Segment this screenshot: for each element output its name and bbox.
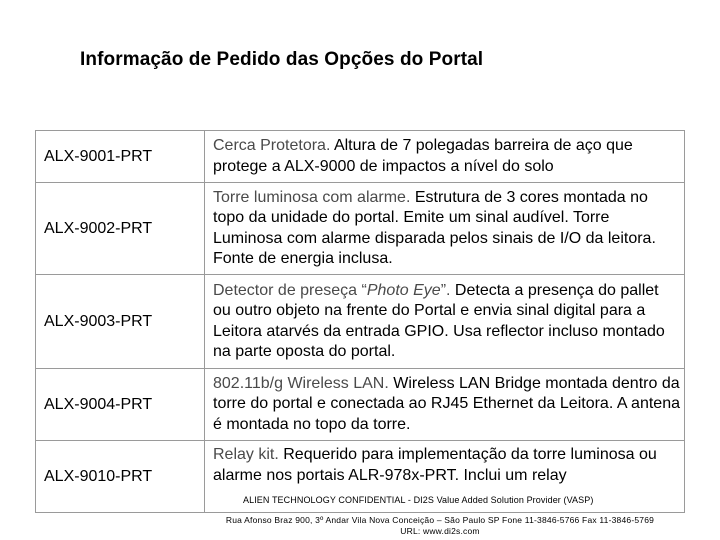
- table-row: [36, 275, 685, 369]
- footer-url: URL: www.di2s.com: [400, 526, 480, 536]
- option-description: [205, 369, 685, 441]
- option-name: [213, 282, 450, 299]
- options-table: [35, 130, 685, 513]
- option-name: Torre luminosa com alarme.: [213, 188, 411, 206]
- part-number: ALX-9003-PRT: [36, 275, 205, 369]
- option-name-suffix: ”.: [440, 281, 451, 299]
- page-title: Informação de Pedido das Opções do Portal: [80, 49, 484, 70]
- option-name: 802.11b/g Wireless LAN.: [213, 374, 389, 392]
- part-number: ALX-9002-PRT: [36, 183, 205, 275]
- option-description: [205, 275, 685, 369]
- option-description: [205, 183, 685, 275]
- table-row: [36, 131, 685, 183]
- part-number: ALX-9010-PRT: [36, 441, 205, 513]
- footer-address: Rua Afonso Braz 900, 3º Andar Vila Nova Conceição – São Paulo SP Fone 11-3846-5766 Fax 11-3846-5769: [225, 515, 655, 525]
- footer: [190, 515, 690, 537]
- option-name-prefix: Detector de preseça “: [213, 281, 367, 299]
- part-number: ALX-9004-PRT: [36, 369, 205, 441]
- option-name-emphasis: Photo Eye: [366, 281, 441, 299]
- option-details: Wireless LAN Bridge montada dentro da torre do portal e conectada ao RJ45 Ethernet da Leitora. A antena é montada no topo da torre.: [213, 374, 680, 433]
- option-description: [205, 131, 685, 183]
- table-row: [36, 183, 685, 275]
- option-name: Relay kit.: [213, 446, 279, 463]
- option-details: Altura de 7 polegadas barreira de aço que protege a ALX-9000 de impactos a nível do solo: [213, 137, 633, 175]
- option-details: Estrutura de 3 cores montada no topo da unidade do portal. Emite um sinal audível. Torre Luminosa com alarme disparada pelos sinais de I/O da leitora. Fonte de energia inclusa.: [213, 188, 656, 267]
- option-name: Cerca Protetora.: [213, 137, 331, 154]
- table-row: [36, 369, 685, 441]
- part-number: ALX-9001-PRT: [36, 131, 205, 183]
- option-details: Requerido para implementação da torre luminosa ou alarme nos portais ALR-978x-PRT. Inclui um relay: [213, 446, 657, 484]
- confidential-notice: ALIEN TECHNOLOGY CONFIDENTIAL - DI2S Value Added Solution Provider (VASP): [243, 495, 594, 505]
- option-details: Detecta a presença do pallet ou outro objeto na frente do Portal e envia sinal digital para a Leitora atarvés da entrada GPIO. Usa reflector incluso montado na parte oposta do portal.: [213, 281, 665, 360]
